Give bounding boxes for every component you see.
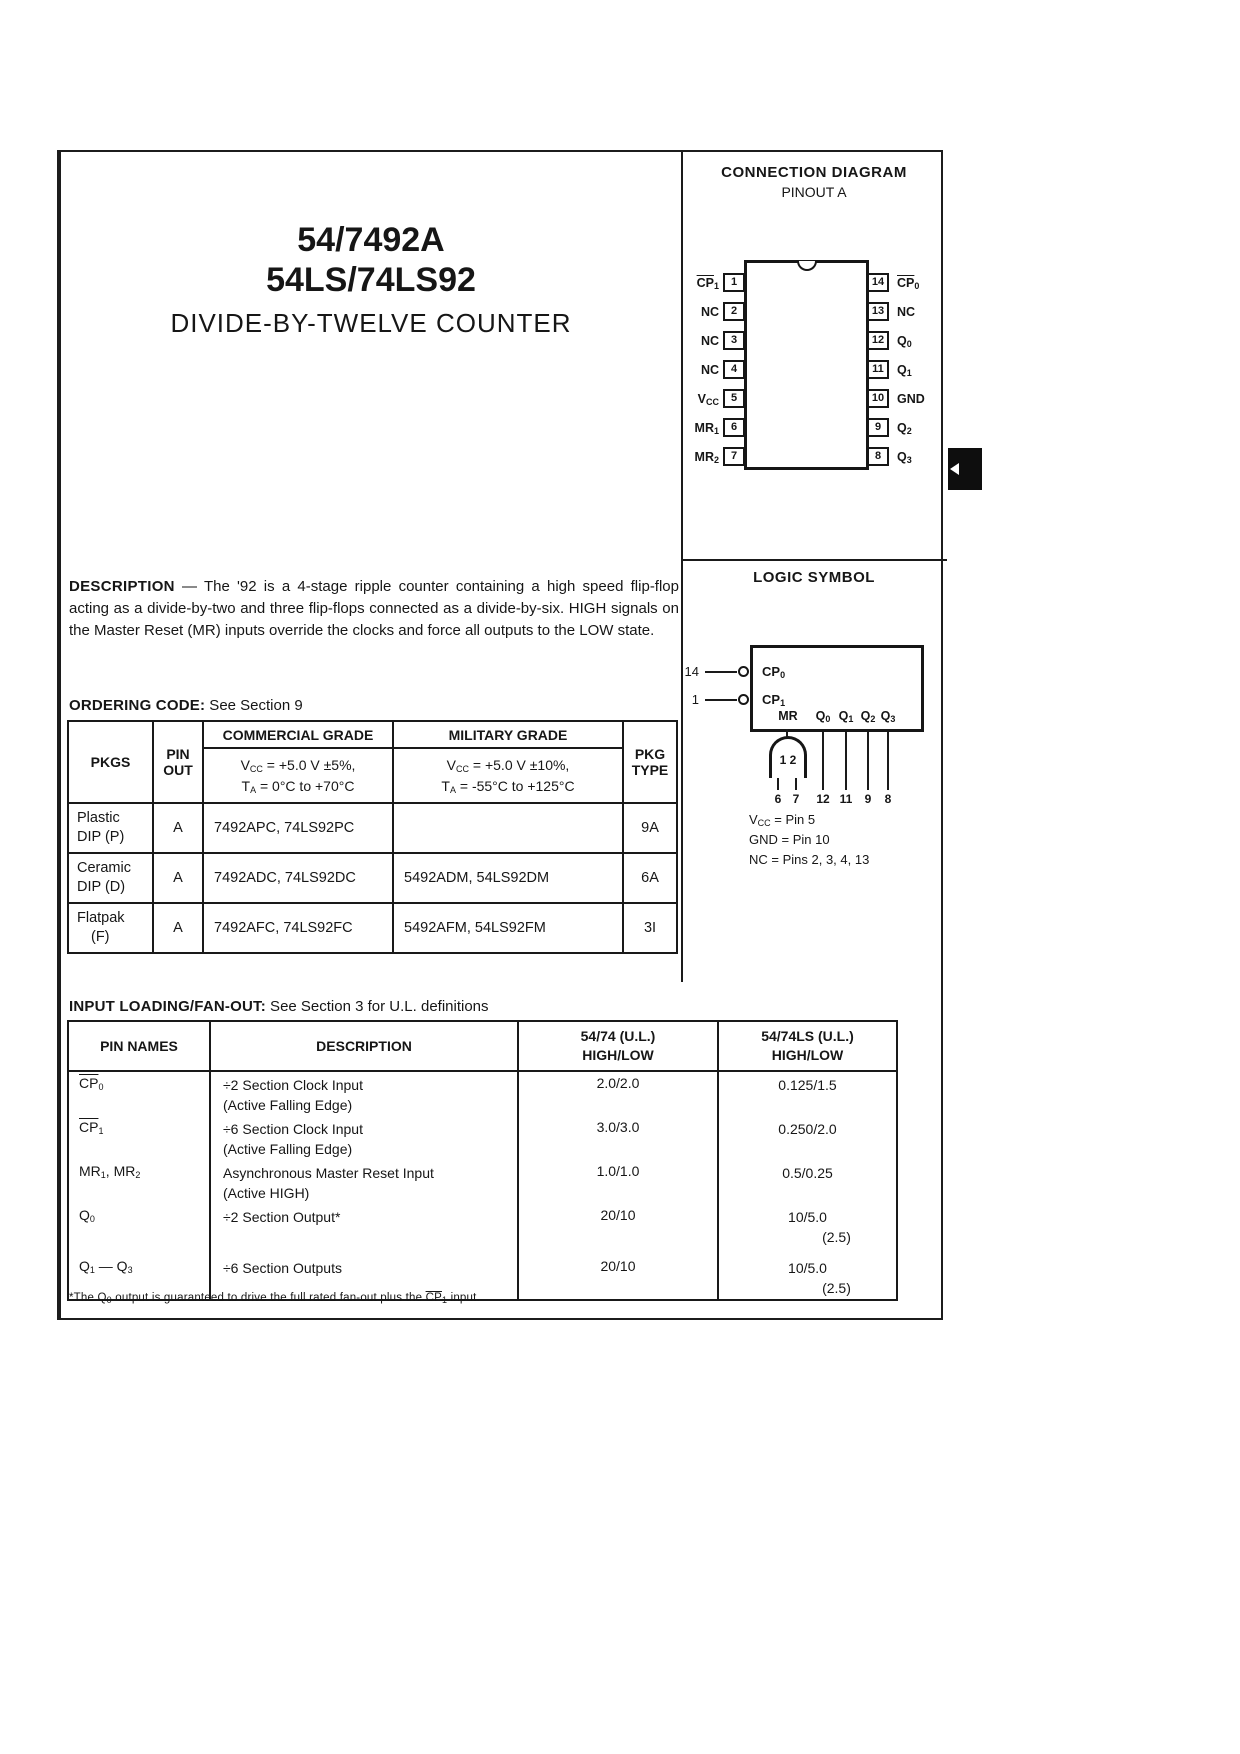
pkg-cell: Flatpak (F) xyxy=(68,903,153,953)
pin-number-box: 2 xyxy=(723,302,745,321)
input-loading-row xyxy=(68,1071,897,1116)
logic-output-label: $Q_2$ xyxy=(860,709,876,724)
pkg-cell: Plastic DIP (P) xyxy=(68,803,153,853)
col-header-commercial: COMMERCIAL GRADE xyxy=(203,721,393,748)
col-header-pkgs: PKGS xyxy=(68,721,153,803)
pinout-cell: A xyxy=(153,803,203,853)
description-cell: ÷6 Section Clock Input (Active Falling Edge) xyxy=(210,1116,518,1160)
commercial-conditions: $V_{CC} = +5.0$ V ±5%, $T_A = 0^\circ C$ to +70°C xyxy=(203,748,393,803)
output-wire xyxy=(822,732,824,790)
pin-number-box: 3 xyxy=(723,331,745,350)
page-frame xyxy=(57,150,943,1320)
input-loading-row xyxy=(68,1160,897,1204)
pin-number-box: 4 xyxy=(723,360,745,379)
pin-label-right: $Q_3$ xyxy=(897,450,912,465)
ul-54-74ls-cell: 10/5.0 (2.5) xyxy=(718,1248,897,1300)
logic-output-label: $Q_3$ xyxy=(880,709,896,724)
pin-number-box: 8 xyxy=(867,447,889,466)
part-number-line1: 54/7492A xyxy=(297,221,445,259)
pin-label-right: $Q_1$ xyxy=(897,363,912,378)
inversion-bubble-icon xyxy=(738,694,749,705)
ordering-table-row xyxy=(68,903,677,953)
gate-input-wire xyxy=(777,778,779,790)
ul-54-74-cell: 20/10 xyxy=(518,1204,718,1248)
logic-output-pin: 11 xyxy=(839,792,853,806)
pinout-cell: A xyxy=(153,853,203,903)
input-loading-table xyxy=(67,1020,898,1301)
pkg-type-cell: 6A xyxy=(623,853,677,903)
ul-54-74-cell: 1.0/1.0 xyxy=(518,1160,718,1204)
gate-input-pin: 6 xyxy=(774,792,782,806)
pin-name-cell: $Q_1$ — $Q_3$ xyxy=(68,1248,210,1300)
pin-label-left: $MR_2$ xyxy=(694,450,719,465)
ordering-table-row xyxy=(68,803,677,853)
description-cell: ÷2 Section Clock Input (Active Falling Edge) xyxy=(210,1071,518,1116)
pin-label-right: NC xyxy=(897,305,916,319)
input-loading-table-body xyxy=(68,1071,897,1300)
pin-name-cell: $\overline{CP}_1$ xyxy=(68,1116,210,1160)
ul-54-74ls-cell: 10/5.0 (2.5) xyxy=(718,1204,897,1248)
pin-label-left: NC xyxy=(700,363,719,377)
col-header-pin-out: PIN OUT xyxy=(153,721,203,803)
title-block xyxy=(91,220,651,339)
col-header-description: DESCRIPTION xyxy=(210,1021,518,1071)
input-loading-heading-bold: INPUT LOADING/FAN-OUT: xyxy=(69,998,266,1015)
pinout-cell: A xyxy=(153,903,203,953)
device-function-title: DIVIDE-BY-TWELVE COUNTER xyxy=(170,308,572,338)
output-wire xyxy=(867,732,869,790)
col-header-pkg-type: PKG TYPE xyxy=(623,721,677,803)
logic-output-pin: 9 xyxy=(864,792,872,806)
and-gate-icon: 1 2 xyxy=(769,736,807,778)
description-cell: ÷6 Section Outputs xyxy=(210,1248,518,1300)
pin-number-box: 14 xyxy=(867,273,889,292)
logic-input-pin: 1 xyxy=(691,692,699,707)
pin-number-box: 10 xyxy=(867,389,889,408)
section-divider xyxy=(681,559,947,561)
output-wire xyxy=(845,732,847,790)
logic-output-label: $Q_1$ xyxy=(838,709,854,724)
col-header-54-74ls: 54/74LS (U.L.) HIGH/LOW xyxy=(718,1021,897,1071)
ordering-table-body xyxy=(68,803,677,953)
pin-number-box: 9 xyxy=(867,418,889,437)
pin-label-right: $Q_0$ xyxy=(897,334,912,349)
commercial-code-cell: 7492AFC, 74LS92FC xyxy=(203,903,393,953)
gate-input-pin: 7 xyxy=(792,792,800,806)
pin-label-right: GND xyxy=(897,392,925,406)
pin-label-left: $\overline{CP}_1$ xyxy=(696,276,719,291)
description-text: — The '92 is a 4-stage ripple counter containing a high speed flip-flop acting as a divide-by-two and three flip-flops connected as a divide-by-six. HIGH signals on the Master Reset (MR) inputs override the clocks and force all outputs to the LOW state. xyxy=(69,578,679,639)
output-wire xyxy=(887,732,889,790)
col-header-pin-names: PIN NAMES xyxy=(68,1021,210,1071)
ordering-table-row xyxy=(68,853,677,903)
pin-label-left: NC xyxy=(700,334,719,348)
ul-54-74ls-cell: 0.5/0.25 xyxy=(718,1160,897,1204)
logic-symbol-note: GND = Pin 10 xyxy=(749,832,830,847)
pin-number-box: 12 xyxy=(867,331,889,350)
pin-number-box: 1 xyxy=(723,273,745,292)
pinout-subtitle: PINOUT A xyxy=(781,184,847,200)
mr-label: MR xyxy=(778,709,798,723)
col-header-54-74: 54/74 (U.L.) HIGH/LOW xyxy=(518,1021,718,1071)
pin-name-cell: $\overline{CP}_0$ xyxy=(68,1071,210,1116)
input-loading-heading-rest: See Section 3 for U.L. definitions xyxy=(265,998,489,1015)
military-conditions: $V_{CC} = +5.0$ V ±10%, $T_A = -55^\circ C$ to +125°C xyxy=(393,748,623,803)
part-number-line2: 54LS/74LS92 xyxy=(266,261,476,299)
pkg-cell: Ceramic DIP (D) xyxy=(68,853,153,903)
ul-54-74-cell: 20/10 xyxy=(518,1248,718,1300)
input-wire xyxy=(705,699,737,701)
logic-input-label: $CP_0$ xyxy=(762,664,786,680)
pkg-type-cell: 3I xyxy=(623,903,677,953)
pin-number-box: 13 xyxy=(867,302,889,321)
connection-diagram-header xyxy=(681,164,947,200)
ordering-code-heading xyxy=(69,697,303,714)
pin-number-box: 6 xyxy=(723,418,745,437)
connection-diagram-title: CONNECTION DIAGRAM xyxy=(721,164,907,181)
pin-number-box: 7 xyxy=(723,447,745,466)
logic-input-label: $CP_1$ xyxy=(762,692,786,708)
pin-label-left: NC xyxy=(700,305,719,319)
description-label: DESCRIPTION xyxy=(69,578,175,595)
military-code-cell xyxy=(393,803,623,853)
input-loading-row xyxy=(68,1116,897,1160)
ul-54-74ls-cell: 0.250/2.0 xyxy=(718,1116,897,1160)
pin-label-left: $MR_1$ xyxy=(694,421,719,436)
pin-label-right: $Q_2$ xyxy=(897,421,912,436)
ordering-code-heading-rest: See Section 9 xyxy=(205,697,303,714)
logic-symbol-note: NC = Pins 2, 3, 4, 13 xyxy=(749,852,870,867)
commercial-code-cell: 7492ADC, 74LS92DC xyxy=(203,853,393,903)
logic-output-pin: 8 xyxy=(884,792,892,806)
logic-input-pin: 14 xyxy=(684,664,699,679)
logic-symbol-note: $V_{CC}$ = Pin 5 xyxy=(749,812,816,828)
pin-name-cell: $MR_1$, $MR_2$ xyxy=(68,1160,210,1204)
military-code-cell: 5492ADM, 54LS92DM xyxy=(393,853,623,903)
pin-name-cell: $Q_0$ xyxy=(68,1204,210,1248)
gate-input-wire xyxy=(795,778,797,790)
logic-output-pin: 12 xyxy=(816,792,830,806)
section-index-tab xyxy=(948,448,982,490)
ic-package-body xyxy=(744,260,869,470)
ul-54-74-cell: 3.0/3.0 xyxy=(518,1116,718,1160)
pin-label-left: $V_{CC}$ xyxy=(697,392,719,407)
input-loading-heading xyxy=(69,998,489,1015)
pin-number-box: 11 xyxy=(867,360,889,379)
description-cell: Asynchronous Master Reset Input (Active HIGH) xyxy=(210,1160,518,1204)
logic-symbol-title: LOGIC SYMBOL xyxy=(753,569,875,586)
ul-54-74-cell: 2.0/2.0 xyxy=(518,1071,718,1116)
pin-label-right: $\overline{CP}_0$ xyxy=(897,276,920,291)
ordering-code-heading-bold: ORDERING CODE: xyxy=(69,697,206,714)
col-header-military: MILITARY GRADE xyxy=(393,721,623,748)
logic-output-label: $Q_0$ xyxy=(815,709,831,724)
pkg-type-cell: 9A xyxy=(623,803,677,853)
commercial-code-cell: 7492APC, 74LS92PC xyxy=(203,803,393,853)
input-wire xyxy=(705,671,737,673)
inversion-bubble-icon xyxy=(738,666,749,677)
military-code-cell: 5492AFM, 54LS92FM xyxy=(393,903,623,953)
ul-54-74ls-cell: 0.125/1.5 xyxy=(718,1071,897,1116)
input-loading-row xyxy=(68,1204,897,1248)
pin-number-box: 5 xyxy=(723,389,745,408)
ordering-code-table xyxy=(67,720,678,954)
description-cell: ÷2 Section Output* xyxy=(210,1204,518,1248)
description-paragraph xyxy=(69,576,679,642)
footnote: *The $Q_0$ output is guaranteed to drive the full rated fan-out plus the $\overline{CP}_1$ input. xyxy=(69,1292,480,1305)
